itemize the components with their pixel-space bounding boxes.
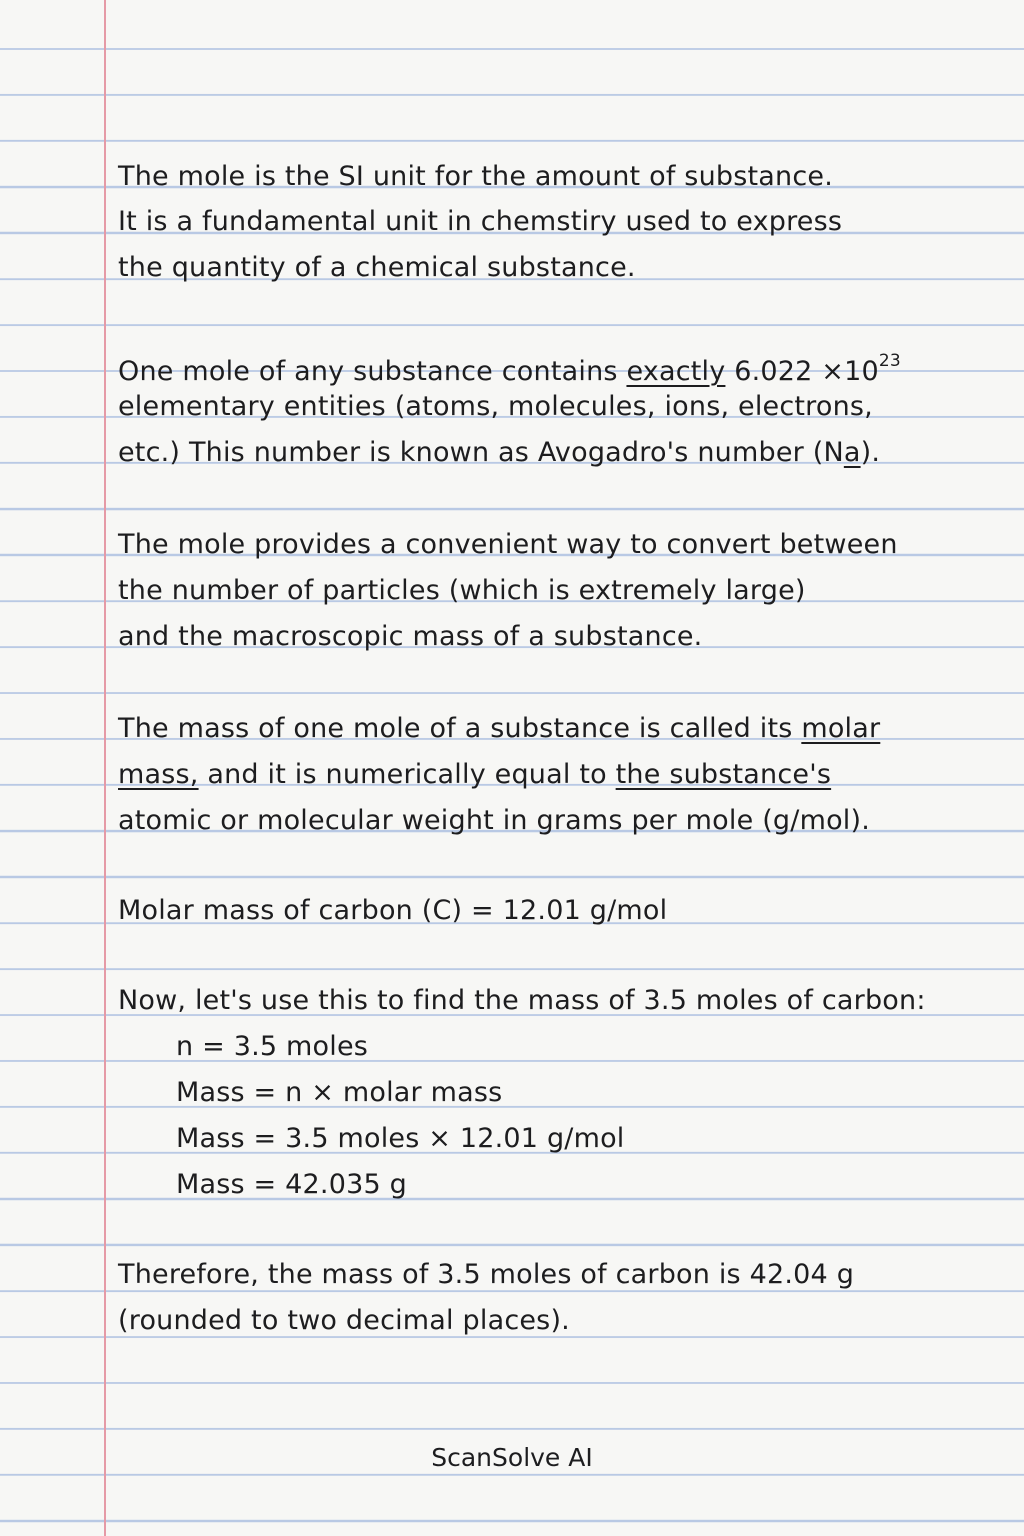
conclusion-line1: Therefore, the mass of 3.5 moles of carbon is 42.04 g [118, 1259, 855, 1290]
paragraph2-line1 [118, 344, 901, 389]
molar-mass-line: Molar mass of carbon (C) = 12.01 g/mol [118, 895, 668, 926]
paragraph1-line1: The mole is the SI unit for the amount of substance. [118, 161, 833, 192]
molar-underlined: molar [801, 713, 881, 744]
paragraph1-line3: the quantity of a chemical substance. [118, 252, 636, 283]
paragraph1-line2: It is a fundamental unit in chemstiry used to express [118, 206, 843, 237]
mass-underlined: mass, [118, 759, 199, 790]
paragraph2-line2: elementary entities (atoms, molecules, ions, electrons, [118, 391, 873, 422]
p4-line2-mid: and it is numerically equal to [198, 759, 616, 790]
calculation-step2: Mass = n × molar mass [176, 1077, 503, 1108]
paragraph4-line3: atomic or molecular weight in grams per mole (g/mol). [118, 805, 871, 836]
paragraph2-line3 [118, 436, 880, 470]
calculation-intro: Now, let's use this to find the mass of 3.5 moles of carbon: [118, 985, 926, 1016]
calculation-step3: Mass = 3.5 moles × 12.01 g/mol [176, 1123, 625, 1154]
margin-line [104, 0, 106, 1536]
paragraph4-line2 [118, 758, 831, 792]
p2-line3-pre: etc.) This number is known as Avogadro's number (N [118, 437, 844, 468]
paragraph3-line3: and the macroscopic mass of a substance. [118, 621, 703, 652]
p2-line1-post: 6.022 ×10 [725, 356, 879, 387]
avogadro-subscript: a [843, 437, 861, 468]
paragraph3-line2: the number of particles (which is extremely large) [118, 575, 806, 606]
exactly-underlined: exactly [626, 356, 726, 387]
paragraph3-line1: The mole provides a convenient way to convert between [118, 529, 898, 560]
exponent: 23 [878, 351, 901, 371]
p4-line1-pre: The mass of one mole of a substance is called its [118, 713, 802, 744]
substances-underlined: the substance's [615, 759, 832, 790]
paragraph4-line1 [118, 712, 880, 746]
conclusion-line2: (rounded to two decimal places). [118, 1305, 570, 1336]
calculation-step4: Mass = 42.035 g [176, 1169, 407, 1200]
footer-brand: ScanSolve AI [431, 1443, 593, 1472]
p2-line1-pre: One mole of any substance contains [118, 356, 627, 387]
p2-line3-post: ). [860, 437, 881, 468]
calculation-step1: n = 3.5 moles [176, 1031, 369, 1062]
